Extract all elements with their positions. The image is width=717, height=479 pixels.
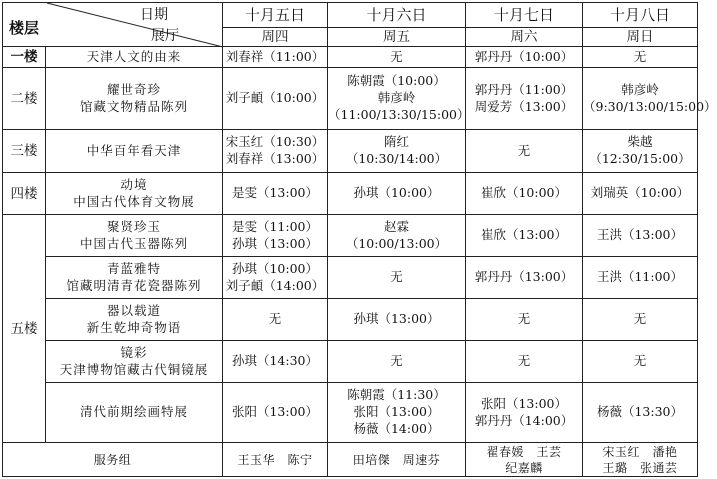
hall-line: 中华百年看天津 xyxy=(86,142,182,158)
hall-line: 耀世奇珍 xyxy=(106,81,161,97)
schedule-cell xyxy=(328,47,466,68)
hall-header-label: 展厅 xyxy=(151,28,179,44)
schedule-cell xyxy=(466,173,583,215)
cell-line: 郭丹丹（11:00） xyxy=(474,81,574,97)
cell-line: 王洪（13:00） xyxy=(596,227,684,243)
schedule-cell xyxy=(583,130,698,173)
schedule-cell xyxy=(583,299,698,341)
schedule-cell xyxy=(223,215,328,257)
schedule-cell xyxy=(583,341,698,383)
staff-cell xyxy=(466,443,583,477)
schedule-cell xyxy=(466,299,583,341)
cell-line: 是雯（13:00） xyxy=(231,185,319,201)
cell-line: 杨薇（14:00） xyxy=(353,421,440,437)
floor-label: 二楼 xyxy=(3,68,46,130)
cell-line: 张阳（13:00） xyxy=(353,404,440,420)
hall-name xyxy=(46,173,223,215)
cell-line: 刘子頔（14:00） xyxy=(225,277,325,293)
cell-line: 孙琪（13:00） xyxy=(353,311,440,327)
hall-line: 馆藏文物精品陈列 xyxy=(79,98,188,114)
schedule-cell xyxy=(466,68,583,130)
staff-row xyxy=(3,443,698,477)
schedule-cell xyxy=(328,173,466,215)
schedule-cell xyxy=(583,215,698,257)
schedule-cell xyxy=(583,383,698,443)
staff-line: 田培傑 周速芬 xyxy=(352,452,441,467)
cell-line: 孙琪（10:00） xyxy=(353,185,440,201)
staff-line: 翟春媛 王芸 xyxy=(486,444,562,459)
schedule-cell xyxy=(223,341,328,383)
table-row xyxy=(3,68,698,130)
cell-line: 张阳（13:00） xyxy=(231,404,319,420)
schedule-cell xyxy=(466,130,583,173)
schedule-cell xyxy=(466,257,583,299)
cell-line: 崔欣（13:00） xyxy=(480,227,568,243)
hall-line: 新生乾坤奇物语 xyxy=(86,319,182,335)
table-row xyxy=(3,341,698,383)
table-row xyxy=(3,215,698,257)
cell-line: 赵霖 xyxy=(383,218,409,234)
floor-label: 四楼 xyxy=(3,173,46,215)
cell-line: 隋红 xyxy=(383,134,409,150)
hall-line: 中国古代体育文物展 xyxy=(73,193,195,209)
cell-line: 孙琪（10:00） xyxy=(231,260,319,276)
cell-line: 郭丹丹（13:00） xyxy=(474,269,574,285)
hall-line: 镜彩 xyxy=(120,344,148,360)
schedule-cell xyxy=(328,383,466,443)
table-row xyxy=(3,257,698,299)
cell-line: 杨薇（13:30） xyxy=(596,404,684,420)
schedule-cell xyxy=(466,383,583,443)
schedule-cell xyxy=(223,383,328,443)
cell-line: （12:30/15:00） xyxy=(589,151,691,167)
cell-line: （10:30/14:00） xyxy=(345,151,448,167)
staff-cell xyxy=(583,443,698,477)
hall-name xyxy=(46,215,223,257)
hall-name xyxy=(46,383,223,443)
cell-line: 韩彦岭 xyxy=(621,81,659,97)
cell-line: 周爱芳（13:00） xyxy=(474,98,574,114)
date-oct7: 十月七日 xyxy=(466,3,583,28)
cell-line: 无 xyxy=(517,353,531,369)
cell-line: 陈朝霞（11:30） xyxy=(347,387,446,403)
staff-line: 纪嘉麟 xyxy=(505,460,543,475)
table-row xyxy=(3,383,698,443)
weekday-sat: 周六 xyxy=(466,28,583,47)
cell-line: 无 xyxy=(390,353,403,369)
hall-line: 青蓝雅特 xyxy=(106,260,161,276)
table-row xyxy=(3,47,698,68)
cell-line: （11:00/13:30/15:00） xyxy=(328,107,470,123)
cell-line: 柴越 xyxy=(627,134,653,150)
schedule-cell xyxy=(583,173,698,215)
staff-cell xyxy=(223,443,328,477)
hall-line: 器以载道 xyxy=(106,302,161,318)
schedule-cell xyxy=(328,299,466,341)
table-row xyxy=(3,299,698,341)
cell-line: 无 xyxy=(517,142,531,158)
hall-line: 中国古代玉器陈列 xyxy=(79,235,188,251)
table-row xyxy=(3,130,698,173)
staff-cell xyxy=(328,443,466,477)
cell-line: （9:30/13:00/15:00） xyxy=(583,98,717,114)
cell-line: 韩彦岭 xyxy=(377,90,416,106)
schedule-cell xyxy=(328,215,466,257)
schedule-cell xyxy=(583,47,698,68)
hall-name xyxy=(46,257,223,299)
staff-line: 王玉华 陈宁 xyxy=(237,452,313,467)
schedule-cell xyxy=(328,68,470,130)
cell-line: 孙琪（13:00） xyxy=(231,235,319,251)
hall-name xyxy=(46,341,223,383)
cell-line: 张阳（13:00） xyxy=(480,395,568,411)
date-oct8: 十月八日 xyxy=(583,3,698,28)
cell-line: 郭丹丹（14:00） xyxy=(474,412,574,428)
staff-line: 宋玉红 潘艳 xyxy=(602,444,678,459)
cell-line: 刘春祥（13:00） xyxy=(225,151,325,167)
cell-line: 无 xyxy=(633,311,647,327)
header-diagonal-cell xyxy=(3,3,223,47)
schedule-cell xyxy=(328,341,466,383)
cell-line: （10:00/13:00） xyxy=(345,235,448,251)
date-oct5: 十月五日 xyxy=(223,3,328,28)
schedule-cell xyxy=(223,299,328,341)
hall-line: 天津博物馆藏古代铜镜展 xyxy=(59,361,209,377)
weekday-fri: 周五 xyxy=(328,28,466,47)
schedule-cell xyxy=(328,257,466,299)
floor-label: 一楼 xyxy=(3,47,46,68)
cell-line: 刘瑞英（10:00） xyxy=(590,185,690,201)
cell-line: 孙琪（14:30） xyxy=(231,353,319,369)
cell-line: 刘子頔（10:00） xyxy=(225,90,325,106)
date-header-label: 日期 xyxy=(140,7,168,23)
schedule-cell xyxy=(223,130,328,173)
hall-line: 天津人文的由来 xyxy=(86,48,182,64)
schedule-cell xyxy=(223,173,328,215)
cell-line: 崔欣（10:00） xyxy=(480,185,568,201)
header-row-dates xyxy=(3,3,698,28)
cell-line: 是雯（11:00） xyxy=(231,218,319,234)
hall-name xyxy=(46,47,223,68)
cell-line: 无 xyxy=(633,48,647,64)
cell-line: 郭丹丹（10:00） xyxy=(474,48,574,64)
cell-line: 王洪（11:00） xyxy=(596,269,684,285)
cell-line: 无 xyxy=(390,269,403,285)
hall-line: 动境 xyxy=(120,176,148,192)
weekday-thu: 周四 xyxy=(223,28,328,47)
table-row xyxy=(3,173,698,215)
cell-line: 陈朝霞（10:00） xyxy=(347,73,446,89)
hall-name xyxy=(46,68,223,130)
schedule-cell xyxy=(583,68,717,130)
cell-line: 刘春祥（11:00） xyxy=(225,48,325,64)
hall-name xyxy=(46,299,223,341)
hall-name xyxy=(46,130,223,173)
cell-line: 无 xyxy=(268,311,282,327)
schedule-cell xyxy=(466,341,583,383)
hall-line: 清代前期绘画特展 xyxy=(79,404,188,420)
schedule-cell xyxy=(466,215,583,257)
hall-line: 馆藏明清青花瓷器陈列 xyxy=(66,277,202,293)
staff-line: 王璐 张通芸 xyxy=(602,460,678,475)
floor-label: 三楼 xyxy=(3,130,46,173)
schedule-cell xyxy=(466,47,583,68)
date-oct6: 十月六日 xyxy=(328,3,466,28)
cell-line: 宋玉红（10:30） xyxy=(225,134,325,150)
weekday-sun: 周日 xyxy=(583,28,698,47)
staff-group-label: 服务组 xyxy=(3,443,223,477)
docent-schedule-table xyxy=(2,2,717,477)
schedule-cell xyxy=(223,257,328,299)
floor-header-label: 楼层 xyxy=(9,19,40,37)
schedule-cell xyxy=(223,47,328,68)
schedule-cell xyxy=(583,257,698,299)
floor-label: 五楼 xyxy=(3,215,46,443)
schedule-cell xyxy=(223,68,328,130)
cell-line: 无 xyxy=(633,353,647,369)
cell-line: 无 xyxy=(390,48,403,64)
schedule-cell xyxy=(328,130,466,173)
hall-line: 聚贤珍玉 xyxy=(106,218,161,234)
cell-line: 无 xyxy=(517,311,531,327)
